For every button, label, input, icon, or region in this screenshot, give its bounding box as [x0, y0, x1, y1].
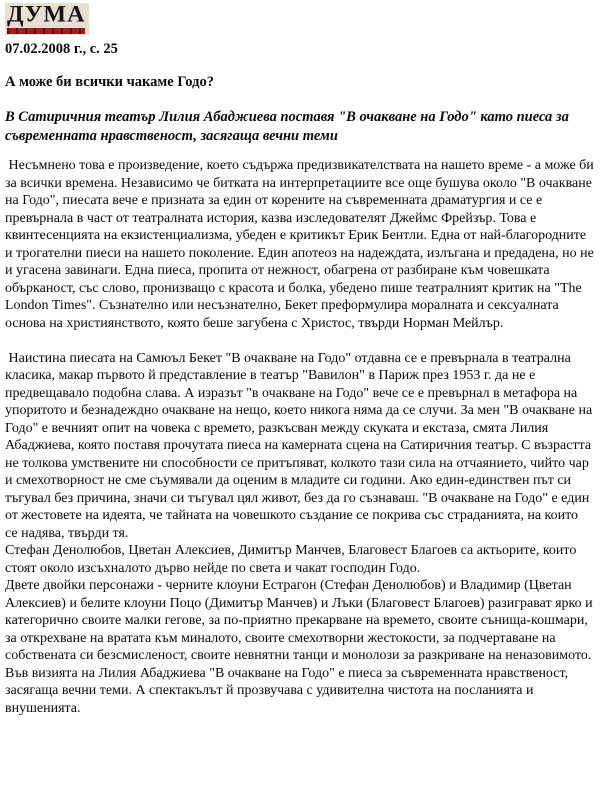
article-subtitle: В Сатиричния театър Лилия Абаджиева поставя "В очакване на Годо" като пиеса за съвременната нравственост, засягаща вечни теми	[5, 109, 569, 144]
article-title: А може би всички чакаме Годо?	[5, 74, 214, 90]
paragraph: Наистина пиесата на Самюъл Бекет "В очакване на Годо" отдавна се е превърнала в театрална класика, макар първото й представление в театър "Вавилон" в Париж през 1953 г. да не е предвещавало подобна слава. А изразът "в очакване на Годо" вече се е превърнал в метафора на упоритото и безнадеждно очакване на нещо, което никога няма да се случи. За мен "В очакване на Годо" е вечният опит на човека с времето, разкъсван между скуката и екстаза, смята Лилия Абаджиева, която поставя прочутата пиеса на камерната сцена на Сатиричния театър. С възрастта не толкова умствените ни способности се притъпяват, колкото тази сила на отчаянието, чийто чар и смехотворност не сме съумявали да оценим в младите си години. Ако един-единствен път си тъгувал без причина, значи си тъгувал цял живот, без да го съзнаваш. "В очакване на Годо" е един от жестовете на идеята, че тайната на човешкото създание се покрива със страданията, на които се надява, твърди тя.	[5, 350, 596, 541]
paragraph: Във визията на Лилия Абаджиева "В очакване на Годо" е пиеса за съвременната нравственост, засягаща вечни теми. А спектакълът й прозвучава с удивителна чистота на посланията и внушенията.	[5, 665, 572, 716]
date-line: 07.02.2008 г., с. 25	[5, 41, 118, 57]
duma-logo-text: ДУМА	[7, 2, 86, 28]
logo-red-stripe	[7, 28, 85, 34]
paragraph: Двете двойки персонажи - черните клоуни Естрагон (Стефан Денолюбов) и Владимир (Цветан Алексиев) и белите клоуни Поцо (Димитър Манчев) и Лъки (Благовест Благоев) разиграват ярко и категорично своите малки гегове, за по-приятно прекарване на времето, своите сънища-кошмари, за открехване на вратата към миналото, своите смехотворни жестокости, за подчертаване на собствената си безсмисленост, своите невнятни танци и монолози за разкриване на неназовимото.	[5, 578, 597, 663]
paragraph: Несъмнено това е произведение, което съдържа предизвикателствата на нашето време - а може би за всички времена. Независимо че битката на интерпретациите все още бушува около "В очакване на Годо", пиесата вече е призната за един от корените на съвременната драматургия и се е превърнала в част от театралната история, казва изследователят Джеймс Фрейзър. Това е квинтесенцията на екзистенциализма, убеден е критикът Ерик Бентли. Една от най-благородните и трогателни пиеси на нашето поколение. Един апотеоз на надеждата, излъгана и предадена, но не и угасена завинаги. Една пиеса, пропита от нежност, обагрена от разбиране към човешката обърканост, със слово, пронизващо с красота и болка, убедено пише театралният критик на "The London Times". Съзнателно или несъзнателно, Бекет преформулира моралната и сексуалната основа на християнството, която беше загубена с Христос, твърди Норман Мейлър.	[5, 158, 598, 331]
paragraph: Стефан Денолюбов, Цветан Алексиев, Димитър Манчев, Благовест Благоев са актьорите, които стоят около изсъхналото дърво нейде по света и чакат господин Годо.	[5, 543, 580, 576]
article-body	[5, 157, 598, 717]
duma-logo	[5, 3, 89, 35]
article	[5, 73, 598, 717]
masthead	[5, 3, 594, 58]
